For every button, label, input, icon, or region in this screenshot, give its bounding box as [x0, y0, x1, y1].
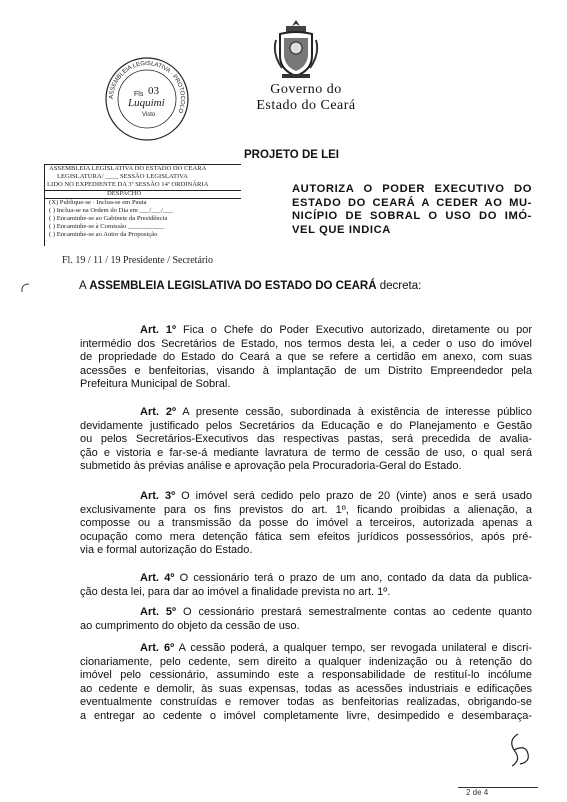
- article-label: Art. 3º: [140, 490, 176, 502]
- article-label: Art. 4º: [140, 572, 175, 584]
- article-line: cionariamente, pelo cedente, sem direito a qualquer indenização ou à retenção do: [80, 655, 532, 668]
- stamp-line: ASSEMBLEIA LEGISLATIVA DO ESTADO DO CEARÁ: [49, 165, 207, 172]
- article-1: [80, 324, 532, 392]
- article-line: Art. 3º O imóvel será cedido pelo prazo de 20 (vinte) anos e será usado: [140, 490, 532, 502]
- article-line: ocupação como mera detenção fática sem efeitos jurídicos possessórios, após pré-: [80, 530, 532, 543]
- article-3: [80, 490, 532, 558]
- article-line: submetido às prévias análise e aprovação pela Procuradoria-Geral do Estado.: [80, 460, 462, 472]
- enacting-clause: A ASSEMBLEIA LEGISLATIVA DO ESTADO DO CEARÁ decreta:: [79, 280, 422, 292]
- article-line: Art. 5º O cessionário prestará semestralmente contas ao cedente quanto: [140, 606, 532, 618]
- article-line: eventualmente construídas e remover todas as benfeitorias realizadas, obrigando-se: [80, 696, 532, 708]
- stamp-visto-label: Visto: [142, 112, 156, 118]
- article-line: ção e vistoria e far-se-á mediante lavratura de termo de cessão de uso, o qual será: [80, 446, 532, 459]
- coat-of-arms-icon: [272, 18, 320, 80]
- stamp-line: DESPACHO: [107, 190, 142, 197]
- protocol-round-stamp: [104, 56, 190, 142]
- stamp-line: ( ) Encaminhe-se ao Gabinete da Presidência: [49, 215, 168, 222]
- article-label: Art. 5º: [140, 606, 177, 618]
- page-number: 2 de 4: [466, 788, 489, 797]
- government-title-line1: Governo do: [270, 82, 342, 97]
- article-line: composse ou a transmissão da posse do imóvel a terceiros, autorizada apenas a: [80, 517, 532, 529]
- article-line: ao cedente e demolir, às suas expensas, todas as acessões industriais e edificações: [80, 682, 532, 695]
- article-line: ao cumprimento do objeto da cessão de uso.: [80, 619, 300, 632]
- stamp-line: LIDO NO EXPEDIENTE DA 3ª SESSÃO 14ª ORDINÁRIA: [47, 181, 209, 188]
- margin-mark-icon: [19, 282, 31, 294]
- stamp-signature: Luquimi: [128, 97, 165, 109]
- article-line: ou pelos Secretários-Executivos das respectivas pastas, será precedida de avalia-: [80, 433, 532, 445]
- article-line: intermédio dos Secretários de Estado, nos termos desta lei, a ceder o uso do imóvel: [80, 337, 532, 350]
- summary-line: AUTORIZA O PODER EXECUTIVO DO: [292, 183, 532, 195]
- article-line: de propriedade do Estado do Ceará a que se refere a certidão em anexo, com suas: [80, 351, 532, 363]
- stamp-number: 03: [148, 85, 159, 97]
- article-line: via e formal autorização do Estado.: [80, 544, 253, 556]
- summary-line: ESTADO DO CEARÁ A CEDER AO MU-: [292, 196, 532, 209]
- summary-line: NICÍPIO DE SOBRAL O USO DO IMÓ-: [292, 210, 532, 222]
- article-line: devidamente justificado pelos Secretários da Educação e do Planejamento e Gestão: [80, 419, 532, 432]
- article-line: Art. 6º A cessão poderá, a qualquer tempo, ser revogada unilateral e discri-: [140, 642, 532, 654]
- article-line: Art. 2º A presente cessão, subordinada à existência de interesse público: [140, 406, 533, 418]
- stamp-line: LEGISLATURA/ ____ SESSÃO LEGISLATIVA: [57, 173, 188, 180]
- article-line: acessões e benfeitorias, visando à implantação de um Distrito Empreendedor pela: [80, 364, 532, 377]
- article-line: exclusivamente para os fins previstos do art. 1º, ficando proibidas a alienação, a: [80, 503, 532, 516]
- article-label: Art. 1º: [140, 324, 177, 336]
- article-line: ção desta lei, para dar ao imóvel a finalidade prevista no art. 1º.: [80, 585, 391, 598]
- government-title-line2: Estado do Ceará: [256, 98, 356, 113]
- stamp-fls-label: Fls: [134, 91, 144, 98]
- stamp-line: ( ) Encaminhe-se ao Autor da Proposição: [49, 231, 158, 238]
- stamp-line: ( ) Inclua-se na Ordem do Dia em ___/___/___: [49, 207, 173, 214]
- article-label: Art. 2º: [140, 406, 176, 418]
- article-line: imóvel pelo cessionário, assumindo este a responsabilidade de restituí-lo incólume: [80, 669, 532, 681]
- article-4: [80, 572, 532, 599]
- summary-line: VEL QUE INDICA: [292, 223, 391, 236]
- article-6: [80, 642, 532, 723]
- dispatch-stamp: [44, 164, 241, 246]
- stamp-ring-text: ASSEMBLEIA LEGISLATIVA · PROTOCOLO: [108, 60, 186, 114]
- article-label: Art. 6º: [140, 642, 175, 654]
- law-summary: [292, 183, 532, 237]
- initials-signature-icon: [500, 730, 536, 770]
- dispatch-stamp-footer: Fl. 19 / 11 / 19 Presidente / Secretário: [62, 255, 213, 266]
- article-2: [80, 406, 532, 474]
- article-line: Prefeitura Municipal de Sobral.: [80, 378, 231, 390]
- article-5: [80, 606, 532, 633]
- article-line: Art. 1º Fica o Chefe do Poder Executivo autorizado, diretamente ou por: [140, 324, 532, 336]
- article-line: Art. 4º O cessionário terá o prazo de um ano, contado da data da publica-: [140, 572, 532, 584]
- article-line: a entregar ao cedente o imóvel completamente livre, desimpedido e desembaraça-: [80, 709, 532, 722]
- stamp-line: ( ) Encaminhe-se à Comissão ___________: [49, 223, 165, 230]
- projeto-de-lei-title: PROJETO DE LEI: [244, 149, 340, 161]
- stamp-line: (X) Publique-se · Inclua-se em Pauta: [49, 199, 147, 206]
